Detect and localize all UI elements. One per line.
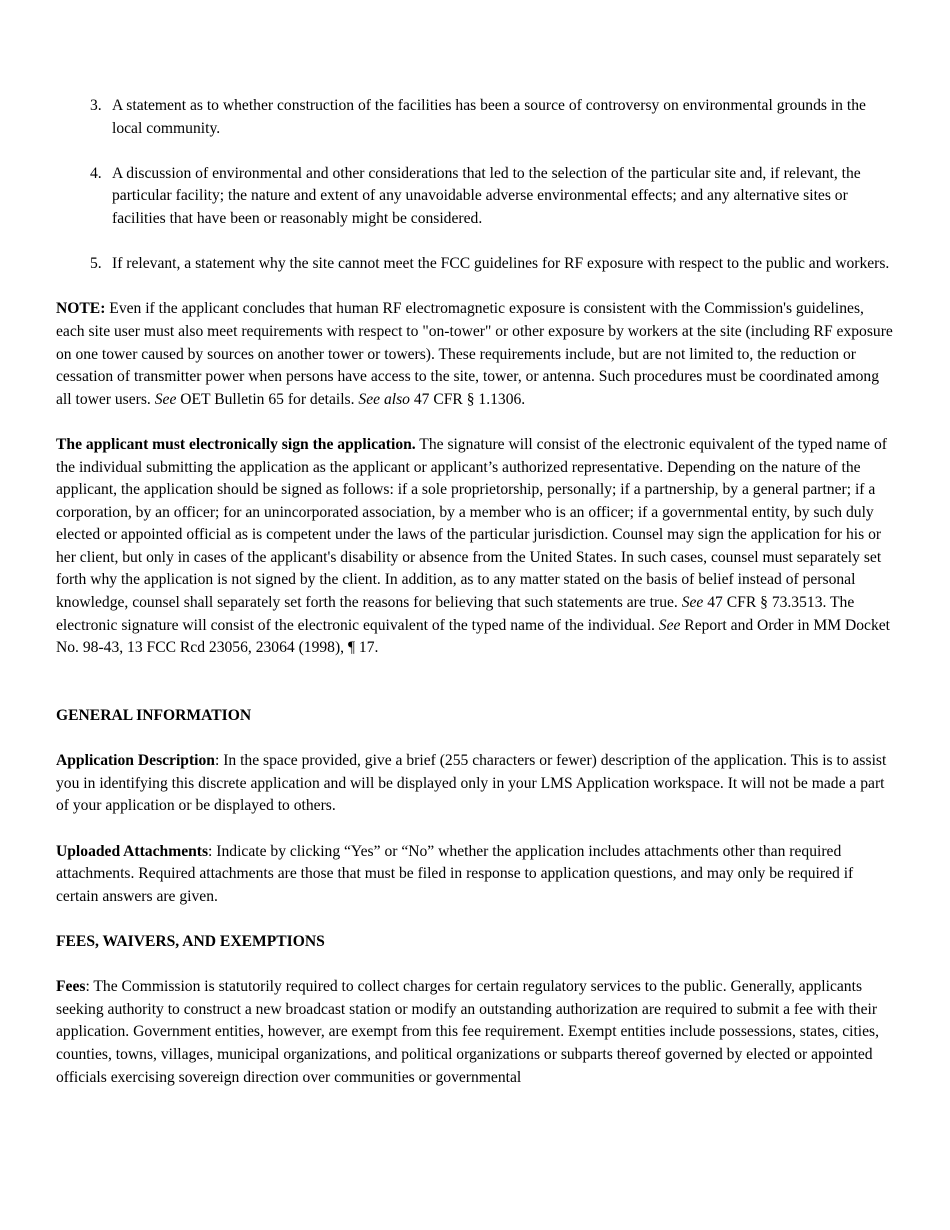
signature-text: The signature will consist of the electronic equivalent of the typed name of the individual submitting the application as the applicant or applicant’s authorized representative. Depending on the nature of the applicant, the application should be signed as follows: if a sole proprietorship, personally; if a partnership, by a general partner; if a corporation, by an officer; for an unincorporated association, by a member who is an officer; if a governmental entity, by such duly elected or appointed official as is competent under the laws of the particular jurisdiction. Counsel may sign the application for his or her client, but only in cases of the applicant's disability or absence from the United States. In such cases, counsel must separately set forth why the application is not signed by the client. In addition, as to any matter stated on the basis of belief instead of personal knowledge, counsel shall separately set forth the reasons for believing that such statements are true. bbox=[56, 435, 887, 612]
fees-paragraph bbox=[56, 976, 896, 1089]
note-paragraph bbox=[56, 298, 896, 411]
signature-see: See bbox=[658, 616, 681, 634]
uploaded-attachments-text: : Indicate by clicking “Yes” or “No” whether the application includes attachments other than required attachments. Required attachments are those that must be filed in response to application questions, and may only be required if certain answers are given. bbox=[56, 842, 854, 905]
list-item bbox=[56, 95, 896, 140]
uploaded-attachments-paragraph bbox=[56, 841, 896, 909]
list-item-number: 5. bbox=[90, 255, 102, 273]
signature-text: 47 CFR § 73.3513. The electronic signature will consist of the electronic equivalent of the typed name of the individual. bbox=[56, 594, 855, 634]
fees-waivers-heading: FEES, WAIVERS, AND EXEMPTIONS bbox=[56, 932, 325, 950]
list-item-text: If relevant, a statement why the site cannot meet the FCC guidelines for RF exposure with respect to the public and workers. bbox=[112, 255, 890, 273]
list-item-number: 3. bbox=[90, 97, 102, 114]
list-item-number: 4. bbox=[90, 164, 102, 182]
application-description-label: Application Description bbox=[56, 752, 215, 770]
list-item-text: A statement as to whether construction of the facilities has been a source of controversy on environmental grounds in the local community. bbox=[112, 97, 866, 137]
application-description-paragraph bbox=[56, 750, 896, 818]
note-text: Even if the applicant concludes that human RF electromagnetic exposure is consistent with the Commission's guidelines, each site user must also meet requirements with respect to "on-tower" or other exposure by workers at the site (including RF exposure on one tower caused by sources on another tower or towers). These requirements include, but are not limited to, the reduction or cessation of transmitter power when persons have access to the site, tower, or antenna. Such procedures must be coordinated among all tower users. bbox=[56, 300, 893, 408]
general-information-heading: GENERAL INFORMATION bbox=[56, 707, 252, 725]
note-text: 47 CFR § 1.1306. bbox=[409, 390, 526, 408]
fees-text: : The Commission is statutorily required to collect charges for certain regulatory services to the public. Generally, applicants seeking authority to construct a new broadcast station or modify an outstanding authorization are required to submit a fee with their application. Government entities, however, are exempt from this fee requirement. Exempt entities include possessions, states, cities, counties, towns, villages, municipal organizations, and political organizations or subparts thereof governed by elected or appointed officials exercising sovereign direction over communities or governmental bbox=[56, 978, 880, 1086]
note-text: OET Bulletin 65 for details. bbox=[176, 390, 359, 408]
document-page bbox=[56, 95, 896, 1112]
note-label: NOTE: bbox=[56, 300, 106, 318]
list-item bbox=[56, 253, 896, 276]
signature-see: See bbox=[681, 594, 704, 612]
signature-paragraph bbox=[56, 434, 896, 660]
note-see-also: See also bbox=[358, 390, 410, 408]
spacer bbox=[56, 682, 896, 705]
list-item bbox=[56, 163, 896, 231]
signature-label: The applicant must electronically sign the application. bbox=[56, 435, 416, 453]
application-description-text: : In the space provided, give a brief (255 characters or fewer) description of the application. This is to assist you in identifying this discrete application and will be displayed only in your LMS Application workspace. It will not be made a part of your application or be displayed to others. bbox=[56, 752, 887, 815]
note-see: See bbox=[154, 390, 177, 408]
signature-text: Report and Order in MM Docket No. 98-43, 13 FCC Rcd 23056, 23064 (1998), ¶ 17. bbox=[56, 616, 891, 657]
numbered-list bbox=[56, 95, 896, 276]
fees-label: Fees bbox=[56, 978, 86, 996]
list-item-text: A discussion of environmental and other considerations that led to the selection of the particular site and, if relevant, the particular facility; the nature and extent of any unavoidable adverse environmental effects; and any alternative sites or facilities that have been or reasonably might be considered. bbox=[112, 164, 861, 227]
uploaded-attachments-label: Uploaded Attachments bbox=[56, 842, 209, 860]
